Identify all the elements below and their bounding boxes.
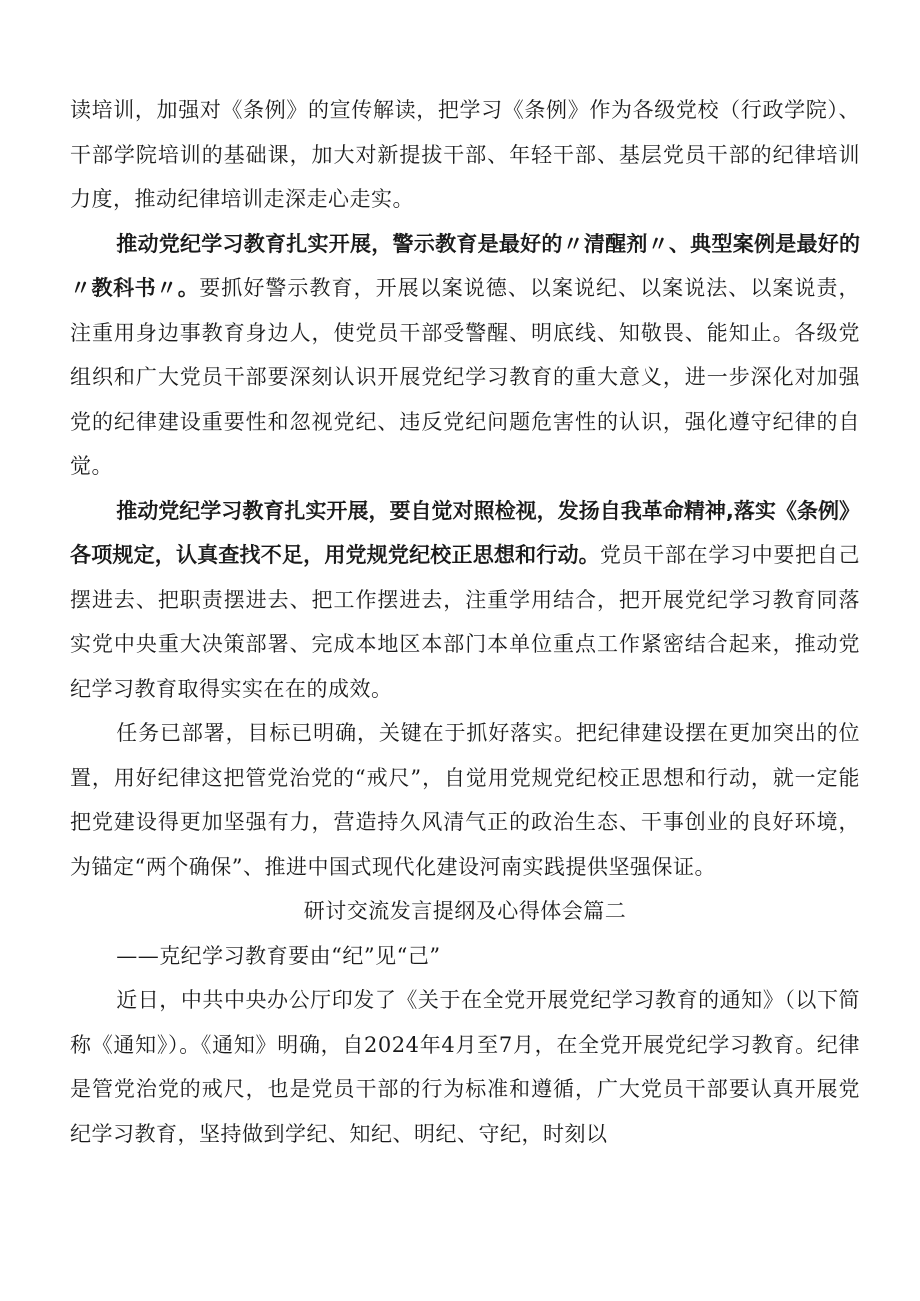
- paragraph-2-lead: 推动党纪学习教育扎实开展，警示教育是最好的〃清醒剂〃、典型案例是最好的〃教科书〃。: [70, 231, 860, 300]
- section-heading: 研讨交流发言提纲及心得体会篇二: [303, 899, 627, 923]
- paragraph-2: [70, 222, 860, 489]
- section-subtitle: ——克纪学习教育要由“纪”见“己”: [116, 943, 441, 968]
- paragraph-2-body: 要抓好警示教育，开展以案说德、以案说纪、以案说法、以案说责，注重用身边事教育身边人，使党员干部受警醒、明底线、知敬畏、能知止。各级党组织和广大党员干部要深刻认识开展党纪学习教育的重大意义，进一步深化对加强党的纪律建设重要性和忽视党纪、违反党纪问题危害性的认识，强化遵守纪律的自觉。: [70, 276, 861, 478]
- paragraph-4: 任务已部署，目标已明确，关键在于抓好落实。把纪律建设摆在更加突出的位置，用好纪律这把管党治党的“戒尺”，自觉用党规党纪校正思想和行动，就一定能把党建设得更加坚强有力，营造持久风清气正的政治生态、干事创业的良好环境，为锚定“两个确保”、推进中国式现代化建设河南实践提供坚强保证。: [70, 721, 860, 879]
- document-page: [70, 88, 860, 1156]
- paragraph-5: 近日，中共中央办公厅印发了《关于在全党开展党纪学习教育的通知》（以下简称《通知》）。《通知》明确，自2024年4月至7月，在全党开展党纪学习教育。纪律是管党治党的戒尺，也是党员干部的行为标准和遵循，广大党员干部要认真开展党纪学习教育，坚持做到学纪、知纪、明纪、守纪，时刻以: [70, 988, 860, 1146]
- paragraph-3: [70, 489, 860, 712]
- paragraph-3-body: 党员干部在学习中要把自己摆进去、把职责摆进去、把工作摆进去，注重学用结合，把开展党纪学习教育同落实党中央重大决策部署、完成本地区本部门本单位重点工作紧密结合起来，推动党纪学习教育取得实实在在的成效。: [70, 543, 860, 701]
- paragraph-1: 读培训，加强对《条例》的宣传解读，把学习《条例》作为各级党校（行政学院）、干部学院培训的基础课，加大对新提拔干部、年轻干部、基层党员干部的纪律培训力度，推动纪律培训走深走心走实。: [70, 98, 860, 211]
- paragraph-3-lead: 推动党纪学习教育扎实开展，要自觉对照检视，发扬自我革命精神,落实《条例》各项规定，认真查找不足，用党规党纪校正思想和行动。: [70, 498, 860, 567]
